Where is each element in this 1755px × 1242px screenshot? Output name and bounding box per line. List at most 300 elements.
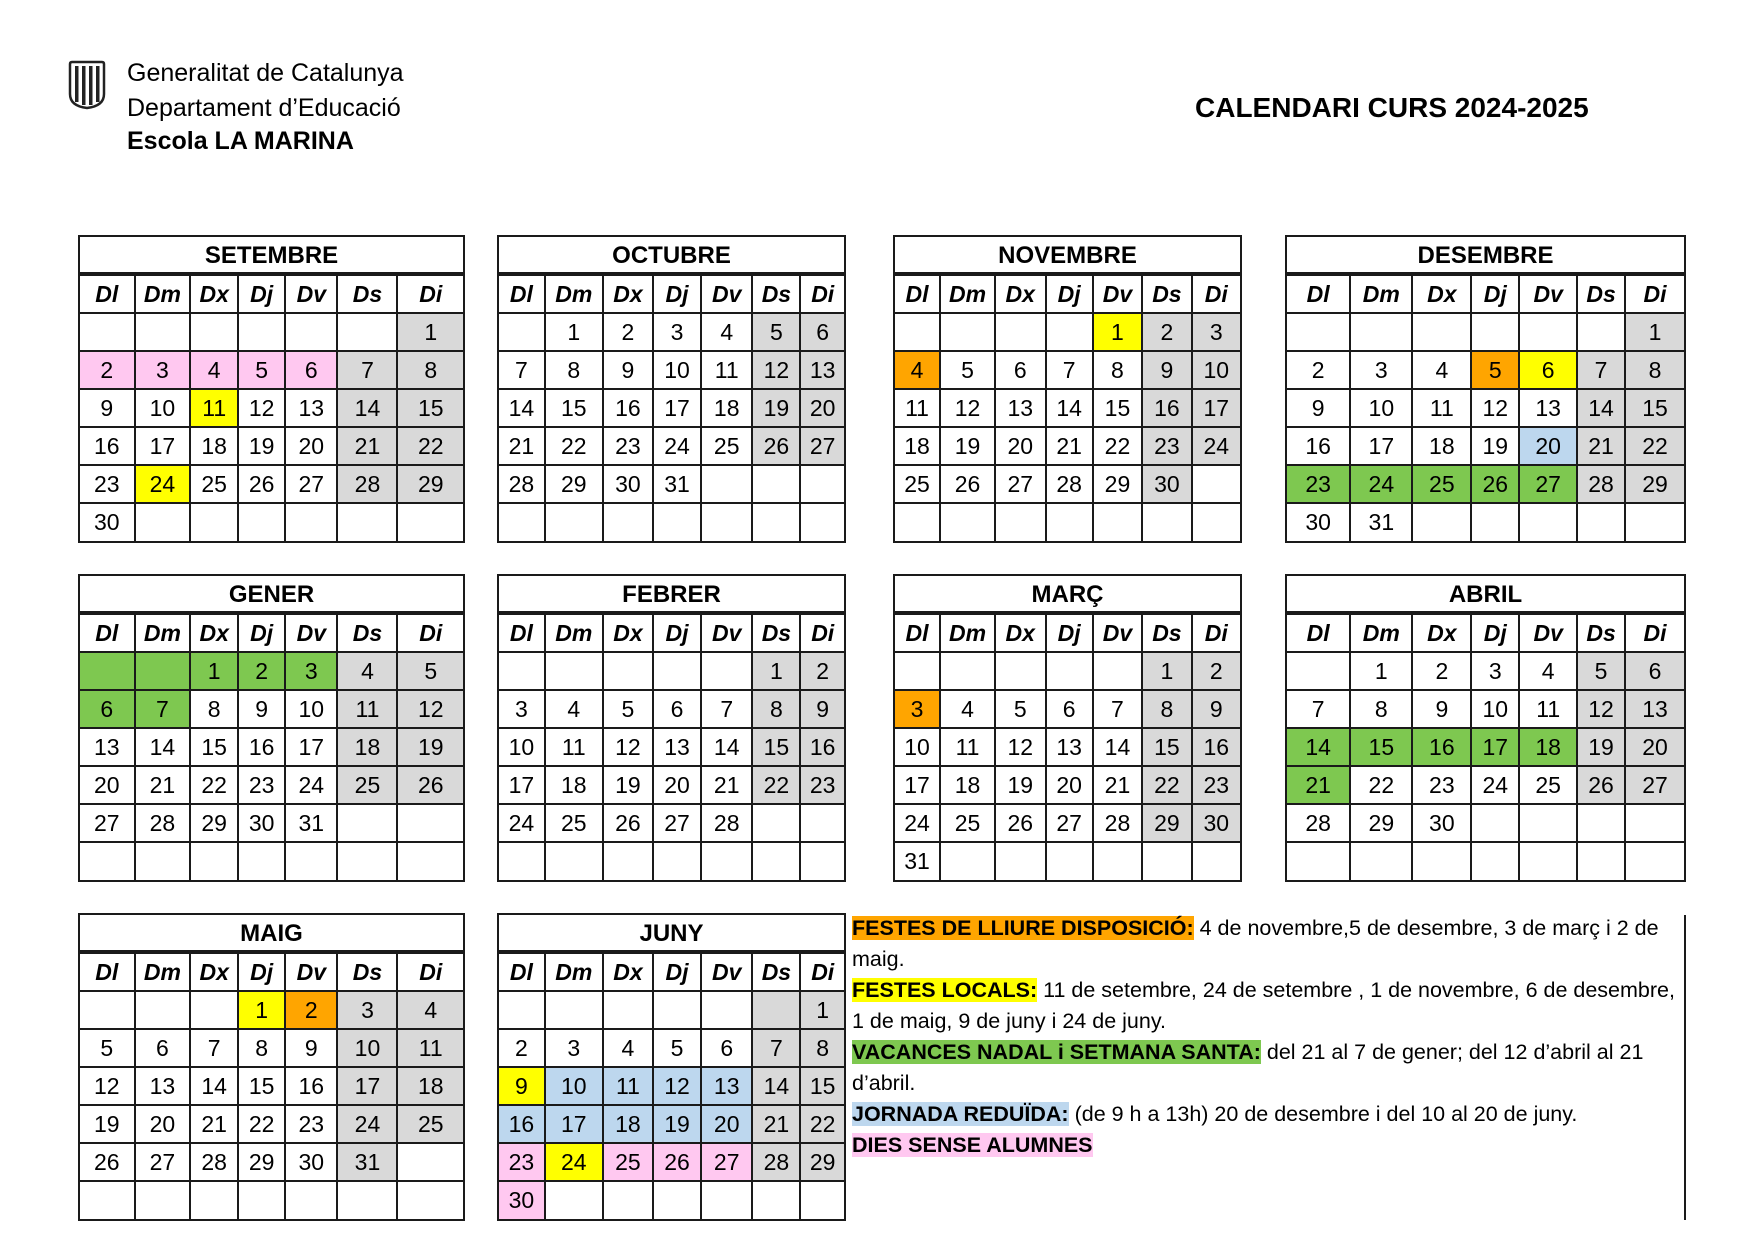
empty-cell [1625, 804, 1684, 842]
empty-cell [80, 652, 135, 690]
weekday-header: Dv [1093, 275, 1142, 313]
month-calendar [893, 574, 1242, 882]
empty-cell [1287, 652, 1350, 690]
day-cell: 7 [1093, 690, 1142, 728]
generalitat-logo-icon [66, 60, 108, 110]
day-cell: 15 [397, 389, 463, 427]
day-cell: 19 [940, 427, 995, 465]
day-cell: 27 [995, 465, 1046, 503]
day-cell: 8 [800, 1029, 844, 1067]
empty-cell [1142, 842, 1191, 880]
month-name: MAIG [80, 915, 463, 952]
day-cell: 2 [800, 652, 844, 690]
day-cell: 10 [1350, 389, 1412, 427]
empty-cell [135, 503, 191, 541]
empty-cell [190, 991, 238, 1029]
empty-cell [135, 1181, 191, 1219]
day-cell: 29 [238, 1143, 285, 1181]
day-cell: 20 [701, 1105, 752, 1143]
weekday-header: Dj [1471, 614, 1519, 652]
empty-cell [499, 652, 545, 690]
empty-cell [190, 503, 238, 541]
weekday-header: Di [397, 614, 463, 652]
day-cell: 31 [285, 804, 337, 842]
day-cell: 16 [238, 728, 285, 766]
day-cell: 22 [1625, 427, 1684, 465]
weekday-header: Dj [653, 275, 701, 313]
day-cell: 21 [1577, 427, 1625, 465]
weekday-header: Dm [135, 953, 191, 991]
empty-cell [397, 804, 463, 842]
day-cell: 2 [1142, 313, 1191, 351]
day-cell: 18 [1412, 427, 1471, 465]
day-cell: 14 [337, 389, 397, 427]
empty-cell [190, 842, 238, 880]
day-cell: 12 [940, 389, 995, 427]
day-cell: 7 [1287, 690, 1350, 728]
weekday-header: Di [800, 953, 844, 991]
day-cell: 25 [1519, 766, 1577, 804]
day-cell: 10 [285, 690, 337, 728]
day-cell: 23 [80, 465, 135, 503]
empty-cell [752, 503, 800, 541]
day-cell: 5 [1471, 351, 1519, 389]
day-cell: 28 [701, 804, 752, 842]
day-cell: 22 [1142, 766, 1191, 804]
day-cell: 6 [701, 1029, 752, 1067]
weekday-header: Ds [337, 614, 397, 652]
empty-cell [1192, 465, 1240, 503]
weekday-header: Dv [285, 953, 337, 991]
day-cell: 24 [135, 465, 191, 503]
day-cell: 23 [1412, 766, 1471, 804]
day-cell: 20 [995, 427, 1046, 465]
empty-cell [337, 503, 397, 541]
empty-cell [895, 503, 940, 541]
empty-cell [995, 652, 1046, 690]
weekday-header: Dx [1412, 275, 1471, 313]
empty-cell [1577, 842, 1625, 880]
day-cell: 30 [1142, 465, 1191, 503]
day-cell: 12 [1471, 389, 1519, 427]
day-cell: 17 [337, 1067, 397, 1105]
empty-cell [1046, 503, 1093, 541]
day-cell: 3 [1471, 652, 1519, 690]
weekday-header: Dj [1471, 275, 1519, 313]
weekday-header: Di [800, 614, 844, 652]
day-cell: 30 [1287, 503, 1350, 541]
weekday-header: Dv [1519, 614, 1577, 652]
day-cell: 25 [603, 1143, 653, 1181]
legend-text: 4 de novembre,5 de desembre, 3 de març i 2 de maig. [852, 916, 1659, 971]
day-cell: 22 [1350, 766, 1412, 804]
day-cell: 25 [895, 465, 940, 503]
day-cell: 19 [397, 728, 463, 766]
empty-cell [1519, 804, 1577, 842]
day-cell: 17 [1350, 427, 1412, 465]
day-cell: 8 [238, 1029, 285, 1067]
day-cell: 15 [752, 728, 800, 766]
weekday-header: Di [1625, 275, 1684, 313]
day-cell: 19 [1471, 427, 1519, 465]
weekday-header: Di [1192, 614, 1240, 652]
empty-cell [135, 842, 191, 880]
day-cell: 3 [135, 351, 191, 389]
weekday-header: Dl [80, 275, 135, 313]
day-cell: 16 [499, 1105, 545, 1143]
day-cell: 12 [653, 1067, 701, 1105]
day-cell: 20 [653, 766, 701, 804]
day-cell: 2 [80, 351, 135, 389]
empty-cell [1192, 503, 1240, 541]
day-cell: 5 [940, 351, 995, 389]
weekday-header: Dx [1412, 614, 1471, 652]
empty-cell [800, 842, 844, 880]
day-cell: 28 [1093, 804, 1142, 842]
month-name: MARÇ [895, 576, 1240, 613]
empty-cell [701, 652, 752, 690]
empty-cell [752, 1181, 800, 1219]
day-cell: 17 [285, 728, 337, 766]
day-cell: 28 [499, 465, 545, 503]
day-cell: 14 [1093, 728, 1142, 766]
day-cell: 29 [397, 465, 463, 503]
day-cell: 25 [545, 804, 603, 842]
legend-text: del 21 al 7 de gener; del 12 d’abril al 21 d’abril. [852, 1040, 1644, 1095]
weekday-header: Dl [895, 614, 940, 652]
day-cell: 12 [397, 690, 463, 728]
month-name: DESEMBRE [1287, 237, 1684, 274]
day-cell: 27 [800, 427, 844, 465]
day-cell: 11 [940, 728, 995, 766]
day-cell: 5 [80, 1029, 135, 1067]
day-cell: 9 [1412, 690, 1471, 728]
day-cell: 17 [499, 766, 545, 804]
empty-cell [940, 313, 995, 351]
legend-item [852, 913, 1682, 975]
empty-cell [1093, 503, 1142, 541]
empty-cell [1412, 503, 1471, 541]
day-cell: 18 [603, 1105, 653, 1143]
day-cell: 3 [1192, 313, 1240, 351]
day-cell: 18 [545, 766, 603, 804]
empty-cell [1287, 842, 1350, 880]
empty-cell [653, 842, 701, 880]
weekday-header: Ds [1142, 275, 1191, 313]
day-cell: 11 [895, 389, 940, 427]
day-cell: 19 [238, 427, 285, 465]
day-cell: 5 [653, 1029, 701, 1067]
day-cell: 31 [895, 842, 940, 880]
weekday-header: Dl [499, 614, 545, 652]
empty-cell [238, 503, 285, 541]
empty-cell [895, 652, 940, 690]
day-cell: 16 [1142, 389, 1191, 427]
day-cell: 24 [1350, 465, 1412, 503]
department-name: Departament d’Educació [127, 94, 401, 122]
day-cell: 10 [653, 351, 701, 389]
day-cell: 21 [135, 766, 191, 804]
day-cell: 23 [1192, 766, 1240, 804]
empty-cell [752, 991, 800, 1029]
day-cell: 16 [285, 1067, 337, 1105]
day-cell: 1 [190, 652, 238, 690]
legend-label: JORNADA REDUÏDA: [852, 1102, 1069, 1126]
day-cell: 30 [285, 1143, 337, 1181]
day-cell: 6 [285, 351, 337, 389]
day-cell: 6 [1625, 652, 1684, 690]
day-cell: 15 [190, 728, 238, 766]
day-cell: 7 [1577, 351, 1625, 389]
day-cell: 7 [190, 1029, 238, 1067]
day-cell: 9 [285, 1029, 337, 1067]
day-cell: 27 [701, 1143, 752, 1181]
month-name: ABRIL [1287, 576, 1684, 613]
day-cell: 8 [545, 351, 603, 389]
month-calendar [78, 235, 465, 543]
empty-cell [1625, 503, 1684, 541]
day-cell: 2 [499, 1029, 545, 1067]
day-cell: 12 [995, 728, 1046, 766]
weekday-header: Dm [545, 614, 603, 652]
day-cell: 10 [545, 1067, 603, 1105]
day-cell: 21 [1287, 766, 1350, 804]
day-cell: 29 [800, 1143, 844, 1181]
month-calendar [78, 913, 465, 1221]
empty-cell [603, 842, 653, 880]
day-cell: 29 [1350, 804, 1412, 842]
day-cell: 13 [285, 389, 337, 427]
empty-cell [895, 313, 940, 351]
day-cell: 14 [135, 728, 191, 766]
day-cell: 21 [190, 1105, 238, 1143]
day-cell: 22 [800, 1105, 844, 1143]
day-cell: 30 [1192, 804, 1240, 842]
day-cell: 19 [1577, 728, 1625, 766]
day-cell: 30 [238, 804, 285, 842]
day-cell: 2 [603, 313, 653, 351]
day-cell: 25 [940, 804, 995, 842]
day-cell: 3 [285, 652, 337, 690]
day-cell: 2 [285, 991, 337, 1029]
day-cell: 16 [1412, 728, 1471, 766]
day-cell: 12 [238, 389, 285, 427]
day-cell: 8 [1625, 351, 1684, 389]
day-cell: 13 [1046, 728, 1093, 766]
day-cell: 13 [995, 389, 1046, 427]
day-cell: 17 [1192, 389, 1240, 427]
day-cell: 4 [603, 1029, 653, 1067]
day-cell: 5 [752, 313, 800, 351]
day-cell: 14 [190, 1067, 238, 1105]
day-cell: 11 [397, 1029, 463, 1067]
day-cell: 3 [545, 1029, 603, 1067]
day-cell: 24 [545, 1143, 603, 1181]
day-cell: 27 [135, 1143, 191, 1181]
legend-label: VACANCES NADAL i SETMANA SANTA: [852, 1040, 1261, 1064]
empty-cell [545, 842, 603, 880]
day-cell: 6 [1046, 690, 1093, 728]
weekday-header: Ds [337, 953, 397, 991]
empty-cell [1192, 842, 1240, 880]
day-cell: 9 [1142, 351, 1191, 389]
day-cell: 18 [701, 389, 752, 427]
day-cell: 10 [1471, 690, 1519, 728]
day-cell: 21 [752, 1105, 800, 1143]
weekday-header: Dj [653, 953, 701, 991]
day-cell: 22 [238, 1105, 285, 1143]
day-cell: 6 [135, 1029, 191, 1067]
empty-cell [1350, 313, 1412, 351]
day-cell: 4 [701, 313, 752, 351]
day-cell: 11 [337, 690, 397, 728]
day-cell: 6 [653, 690, 701, 728]
day-cell: 14 [752, 1067, 800, 1105]
day-cell: 26 [1471, 465, 1519, 503]
page-title: CALENDARI CURS 2024-2025 [1195, 92, 1589, 123]
day-cell: 11 [1519, 690, 1577, 728]
weekday-header: Dj [1046, 275, 1093, 313]
day-cell: 1 [800, 991, 844, 1029]
day-cell: 26 [653, 1143, 701, 1181]
empty-cell [285, 313, 337, 351]
legend-label: DIES SENSE ALUMNES [852, 1133, 1093, 1157]
day-cell: 7 [135, 690, 191, 728]
weekday-header: Dm [135, 614, 191, 652]
weekday-header: Dj [1046, 614, 1093, 652]
day-cell: 7 [499, 351, 545, 389]
day-cell: 23 [603, 427, 653, 465]
empty-cell [1093, 652, 1142, 690]
weekday-header: Dj [653, 614, 701, 652]
day-cell: 17 [135, 427, 191, 465]
day-cell: 3 [895, 690, 940, 728]
weekday-header: Dx [995, 275, 1046, 313]
day-cell: 4 [337, 652, 397, 690]
day-cell: 3 [337, 991, 397, 1029]
day-cell: 4 [1519, 652, 1577, 690]
empty-cell [545, 652, 603, 690]
day-cell: 29 [1093, 465, 1142, 503]
weekday-header: Dx [190, 614, 238, 652]
day-cell: 21 [1093, 766, 1142, 804]
empty-cell [1412, 313, 1471, 351]
empty-cell [1577, 313, 1625, 351]
day-cell: 28 [1287, 804, 1350, 842]
day-cell: 1 [238, 991, 285, 1029]
empty-cell [397, 1181, 463, 1219]
day-cell: 26 [603, 804, 653, 842]
day-cell: 24 [337, 1105, 397, 1143]
empty-cell [995, 842, 1046, 880]
empty-cell [800, 503, 844, 541]
month-calendar [893, 235, 1242, 543]
empty-cell [545, 991, 603, 1029]
empty-cell [701, 842, 752, 880]
empty-cell [995, 503, 1046, 541]
day-cell: 1 [1625, 313, 1684, 351]
day-cell: 1 [397, 313, 463, 351]
empty-cell [135, 991, 191, 1029]
day-cell: 23 [1142, 427, 1191, 465]
day-cell: 27 [80, 804, 135, 842]
day-cell: 24 [653, 427, 701, 465]
day-cell: 29 [545, 465, 603, 503]
day-cell: 4 [397, 991, 463, 1029]
day-cell: 23 [499, 1143, 545, 1181]
weekday-header: Dl [895, 275, 940, 313]
day-cell: 26 [1577, 766, 1625, 804]
day-cell: 14 [1287, 728, 1350, 766]
empty-cell [1142, 503, 1191, 541]
empty-cell [653, 991, 701, 1029]
weekday-header: Ds [752, 953, 800, 991]
legend-text: (de 9 h a 13h) 20 de desembre i del 10 al 20 de juny. [1068, 1102, 1578, 1126]
empty-cell [1519, 313, 1577, 351]
day-cell: 25 [337, 766, 397, 804]
day-cell: 20 [135, 1105, 191, 1143]
weekday-header: Dx [603, 614, 653, 652]
empty-cell [1046, 652, 1093, 690]
day-cell: 28 [752, 1143, 800, 1181]
day-cell: 9 [800, 690, 844, 728]
day-cell: 21 [499, 427, 545, 465]
empty-cell [337, 804, 397, 842]
day-cell: 24 [499, 804, 545, 842]
weekday-header: Ds [1577, 614, 1625, 652]
day-cell: 27 [1046, 804, 1093, 842]
day-cell: 13 [653, 728, 701, 766]
weekday-header: Dv [701, 614, 752, 652]
day-cell: 8 [1142, 690, 1191, 728]
day-cell: 2 [1287, 351, 1350, 389]
day-cell: 9 [1287, 389, 1350, 427]
empty-cell [499, 503, 545, 541]
day-cell: 30 [1412, 804, 1471, 842]
day-cell: 5 [1577, 652, 1625, 690]
weekday-header: Dl [80, 953, 135, 991]
day-cell: 22 [545, 427, 603, 465]
day-cell: 27 [285, 465, 337, 503]
empty-cell [397, 503, 463, 541]
day-cell: 15 [1142, 728, 1191, 766]
weekday-header: Dm [940, 614, 995, 652]
day-cell: 1 [1093, 313, 1142, 351]
month-calendar [78, 574, 465, 882]
legend-label: FESTES LOCALS: [852, 978, 1038, 1002]
weekday-header: Dv [701, 275, 752, 313]
day-cell: 1 [1142, 652, 1191, 690]
school-name: Escola LA MARINA [127, 127, 354, 155]
day-cell: 4 [940, 690, 995, 728]
weekday-header: Dm [940, 275, 995, 313]
day-cell: 2 [238, 652, 285, 690]
weekday-header: Dl [499, 275, 545, 313]
weekday-header: Ds [752, 275, 800, 313]
month-name: GENER [80, 576, 463, 613]
day-cell: 11 [545, 728, 603, 766]
empty-cell [285, 842, 337, 880]
day-cell: 25 [1412, 465, 1471, 503]
day-cell: 28 [190, 1143, 238, 1181]
month-calendar [497, 913, 846, 1221]
day-cell: 28 [1046, 465, 1093, 503]
day-cell: 20 [800, 389, 844, 427]
empty-cell [752, 804, 800, 842]
day-cell: 9 [603, 351, 653, 389]
empty-cell [1350, 842, 1412, 880]
day-cell: 14 [1046, 389, 1093, 427]
